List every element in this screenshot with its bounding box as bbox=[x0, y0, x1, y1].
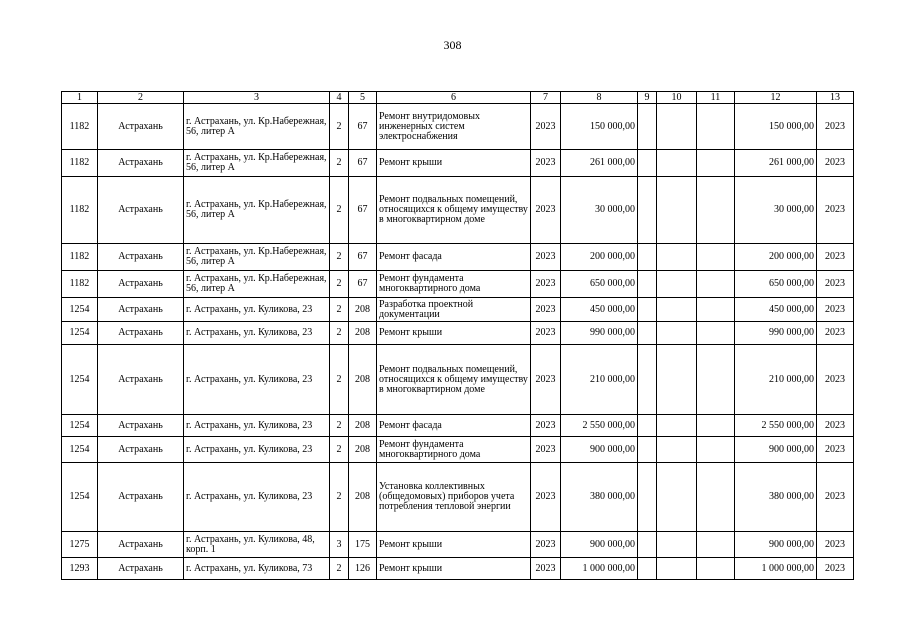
address-cell: г. Астрахань, ул. Куликова, 23 bbox=[184, 322, 330, 345]
col4-cell: 2 bbox=[330, 177, 349, 244]
cost-cell: 650 000,00 bbox=[561, 271, 638, 298]
total-cell: 900 000,00 bbox=[735, 532, 817, 558]
col4-cell: 2 bbox=[330, 463, 349, 532]
table-row bbox=[62, 532, 854, 558]
total-cell: 990 000,00 bbox=[735, 322, 817, 345]
col5-cell: 67 bbox=[349, 177, 377, 244]
work-type-cell: Ремонт крыши bbox=[377, 322, 531, 345]
cost-cell: 210 000,00 bbox=[561, 345, 638, 415]
year-cell: 2023 bbox=[531, 345, 561, 415]
column-header: 13 bbox=[817, 92, 854, 104]
city-cell: Астрахань bbox=[98, 271, 184, 298]
end-year-cell: 2023 bbox=[817, 244, 854, 271]
col4-cell: 2 bbox=[330, 271, 349, 298]
table-row bbox=[62, 244, 854, 271]
address-cell: г. Астрахань, ул. Куликова, 73 bbox=[184, 558, 330, 580]
address-cell: г. Астрахань, ул. Кр.Набережная, 56, литер А bbox=[184, 177, 330, 244]
address-cell: г. Астрахань, ул. Кр.Набережная, 56, литер А bbox=[184, 150, 330, 177]
col10-cell bbox=[657, 558, 697, 580]
col11-cell bbox=[697, 322, 735, 345]
address-cell: г. Астрахань, ул. Куликова, 23 bbox=[184, 345, 330, 415]
cost-cell: 990 000,00 bbox=[561, 322, 638, 345]
row-id-cell: 1182 bbox=[62, 177, 98, 244]
table-row bbox=[62, 415, 854, 437]
col5-cell: 126 bbox=[349, 558, 377, 580]
city-cell: Астрахань bbox=[98, 177, 184, 244]
city-cell: Астрахань bbox=[98, 104, 184, 150]
year-cell: 2023 bbox=[531, 322, 561, 345]
work-type-cell: Ремонт фасада bbox=[377, 415, 531, 437]
table-header-row bbox=[62, 92, 854, 104]
row-id-cell: 1254 bbox=[62, 298, 98, 322]
col5-cell: 67 bbox=[349, 104, 377, 150]
col10-cell bbox=[657, 271, 697, 298]
year-cell: 2023 bbox=[531, 558, 561, 580]
cost-cell: 1 000 000,00 bbox=[561, 558, 638, 580]
table-row bbox=[62, 558, 854, 580]
column-header: 4 bbox=[330, 92, 349, 104]
total-cell: 150 000,00 bbox=[735, 104, 817, 150]
work-type-cell: Ремонт внутридомовых инженерных систем электроснабжения bbox=[377, 104, 531, 150]
table-row bbox=[62, 345, 854, 415]
city-cell: Астрахань bbox=[98, 558, 184, 580]
col4-cell: 3 bbox=[330, 532, 349, 558]
work-type-cell: Ремонт подвальных помещений, относящихся к общему имуществу в многоквартирном доме bbox=[377, 345, 531, 415]
column-header: 6 bbox=[377, 92, 531, 104]
year-cell: 2023 bbox=[531, 463, 561, 532]
col10-cell bbox=[657, 322, 697, 345]
end-year-cell: 2023 bbox=[817, 415, 854, 437]
cost-cell: 30 000,00 bbox=[561, 177, 638, 244]
column-header: 11 bbox=[697, 92, 735, 104]
registry-table bbox=[61, 91, 854, 580]
col11-cell bbox=[697, 345, 735, 415]
end-year-cell: 2023 bbox=[817, 298, 854, 322]
cost-cell: 261 000,00 bbox=[561, 150, 638, 177]
col10-cell bbox=[657, 345, 697, 415]
col10-cell bbox=[657, 104, 697, 150]
total-cell: 380 000,00 bbox=[735, 463, 817, 532]
column-header: 7 bbox=[531, 92, 561, 104]
page-number: 308 bbox=[443, 38, 462, 52]
col11-cell bbox=[697, 532, 735, 558]
col10-cell bbox=[657, 244, 697, 271]
col9-cell bbox=[638, 298, 657, 322]
end-year-cell: 2023 bbox=[817, 177, 854, 244]
column-header: 10 bbox=[657, 92, 697, 104]
col10-cell bbox=[657, 415, 697, 437]
year-cell: 2023 bbox=[531, 177, 561, 244]
col9-cell bbox=[638, 463, 657, 532]
end-year-cell: 2023 bbox=[817, 322, 854, 345]
address-cell: г. Астрахань, ул. Куликова, 48, корп. 1 bbox=[184, 532, 330, 558]
row-id-cell: 1182 bbox=[62, 271, 98, 298]
col4-cell: 2 bbox=[330, 298, 349, 322]
city-cell: Астрахань bbox=[98, 437, 184, 463]
work-type-cell: Ремонт крыши bbox=[377, 150, 531, 177]
col5-cell: 208 bbox=[349, 437, 377, 463]
row-id-cell: 1182 bbox=[62, 150, 98, 177]
total-cell: 261 000,00 bbox=[735, 150, 817, 177]
address-cell: г. Астрахань, ул. Кр.Набережная, 56, литер А bbox=[184, 271, 330, 298]
col11-cell bbox=[697, 437, 735, 463]
end-year-cell: 2023 bbox=[817, 150, 854, 177]
year-cell: 2023 bbox=[531, 244, 561, 271]
col4-cell: 2 bbox=[330, 558, 349, 580]
row-id-cell: 1275 bbox=[62, 532, 98, 558]
col11-cell bbox=[697, 104, 735, 150]
row-id-cell: 1254 bbox=[62, 322, 98, 345]
address-cell: г. Астрахань, ул. Куликова, 23 bbox=[184, 437, 330, 463]
col9-cell bbox=[638, 345, 657, 415]
col9-cell bbox=[638, 437, 657, 463]
column-header: 1 bbox=[62, 92, 98, 104]
address-cell: г. Астрахань, ул. Кр.Набережная, 56, литер А bbox=[184, 244, 330, 271]
address-cell: г. Астрахань, ул. Кр.Набережная, 56, литер А bbox=[184, 104, 330, 150]
city-cell: Астрахань bbox=[98, 532, 184, 558]
year-cell: 2023 bbox=[531, 298, 561, 322]
table-row bbox=[62, 177, 854, 244]
cost-cell: 150 000,00 bbox=[561, 104, 638, 150]
city-cell: Астрахань bbox=[98, 322, 184, 345]
work-type-cell: Ремонт фундамента многоквартирного дома bbox=[377, 271, 531, 298]
col11-cell bbox=[697, 463, 735, 532]
city-cell: Астрахань bbox=[98, 415, 184, 437]
year-cell: 2023 bbox=[531, 532, 561, 558]
col11-cell bbox=[697, 271, 735, 298]
cost-cell: 900 000,00 bbox=[561, 532, 638, 558]
row-id-cell: 1293 bbox=[62, 558, 98, 580]
cost-cell: 450 000,00 bbox=[561, 298, 638, 322]
cost-cell: 900 000,00 bbox=[561, 437, 638, 463]
table-row bbox=[62, 150, 854, 177]
work-type-cell: Ремонт фасада bbox=[377, 244, 531, 271]
total-cell: 1 000 000,00 bbox=[735, 558, 817, 580]
col5-cell: 67 bbox=[349, 150, 377, 177]
year-cell: 2023 bbox=[531, 150, 561, 177]
year-cell: 2023 bbox=[531, 437, 561, 463]
col9-cell bbox=[638, 415, 657, 437]
work-type-cell: Установка коллективных (общедомовых) приборов учета потребления тепловой энергии bbox=[377, 463, 531, 532]
col11-cell bbox=[697, 415, 735, 437]
total-cell: 200 000,00 bbox=[735, 244, 817, 271]
end-year-cell: 2023 bbox=[817, 437, 854, 463]
column-header: 8 bbox=[561, 92, 638, 104]
address-cell: г. Астрахань, ул. Куликова, 23 bbox=[184, 415, 330, 437]
col10-cell bbox=[657, 298, 697, 322]
col4-cell: 2 bbox=[330, 244, 349, 271]
col9-cell bbox=[638, 558, 657, 580]
row-id-cell: 1254 bbox=[62, 415, 98, 437]
column-header: 5 bbox=[349, 92, 377, 104]
total-cell: 450 000,00 bbox=[735, 298, 817, 322]
col5-cell: 208 bbox=[349, 322, 377, 345]
col4-cell: 2 bbox=[330, 345, 349, 415]
col9-cell bbox=[638, 271, 657, 298]
col5-cell: 175 bbox=[349, 532, 377, 558]
total-cell: 30 000,00 bbox=[735, 177, 817, 244]
col4-cell: 2 bbox=[330, 150, 349, 177]
total-cell: 210 000,00 bbox=[735, 345, 817, 415]
address-cell: г. Астрахань, ул. Куликова, 23 bbox=[184, 298, 330, 322]
table-row bbox=[62, 271, 854, 298]
col5-cell: 67 bbox=[349, 271, 377, 298]
column-header: 12 bbox=[735, 92, 817, 104]
col5-cell: 67 bbox=[349, 244, 377, 271]
work-type-cell: Разработка проектной документации bbox=[377, 298, 531, 322]
col9-cell bbox=[638, 244, 657, 271]
city-cell: Астрахань bbox=[98, 345, 184, 415]
col11-cell bbox=[697, 150, 735, 177]
col11-cell bbox=[697, 558, 735, 580]
col5-cell: 208 bbox=[349, 345, 377, 415]
work-type-cell: Ремонт фундамента многоквартирного дома bbox=[377, 437, 531, 463]
city-cell: Астрахань bbox=[98, 244, 184, 271]
col10-cell bbox=[657, 463, 697, 532]
col10-cell bbox=[657, 177, 697, 244]
col10-cell bbox=[657, 437, 697, 463]
end-year-cell: 2023 bbox=[817, 104, 854, 150]
city-cell: Астрахань bbox=[98, 298, 184, 322]
work-type-cell: Ремонт подвальных помещений, относящихся к общему имуществу в многоквартирном доме bbox=[377, 177, 531, 244]
row-id-cell: 1254 bbox=[62, 437, 98, 463]
col9-cell bbox=[638, 150, 657, 177]
col5-cell: 208 bbox=[349, 298, 377, 322]
col4-cell: 2 bbox=[330, 415, 349, 437]
col4-cell: 2 bbox=[330, 322, 349, 345]
cost-cell: 200 000,00 bbox=[561, 244, 638, 271]
city-cell: Астрахань bbox=[98, 463, 184, 532]
year-cell: 2023 bbox=[531, 271, 561, 298]
city-cell: Астрахань bbox=[98, 150, 184, 177]
column-header: 2 bbox=[98, 92, 184, 104]
col4-cell: 2 bbox=[330, 437, 349, 463]
col11-cell bbox=[697, 244, 735, 271]
table-row bbox=[62, 463, 854, 532]
col4-cell: 2 bbox=[330, 104, 349, 150]
total-cell: 900 000,00 bbox=[735, 437, 817, 463]
col10-cell bbox=[657, 150, 697, 177]
address-cell: г. Астрахань, ул. Куликова, 23 bbox=[184, 463, 330, 532]
work-type-cell: Ремонт крыши bbox=[377, 558, 531, 580]
total-cell: 650 000,00 bbox=[735, 271, 817, 298]
col11-cell bbox=[697, 177, 735, 244]
column-header: 9 bbox=[638, 92, 657, 104]
col9-cell bbox=[638, 532, 657, 558]
cost-cell: 380 000,00 bbox=[561, 463, 638, 532]
end-year-cell: 2023 bbox=[817, 271, 854, 298]
table-row bbox=[62, 437, 854, 463]
col5-cell: 208 bbox=[349, 463, 377, 532]
end-year-cell: 2023 bbox=[817, 463, 854, 532]
year-cell: 2023 bbox=[531, 104, 561, 150]
year-cell: 2023 bbox=[531, 415, 561, 437]
col5-cell: 208 bbox=[349, 415, 377, 437]
row-id-cell: 1182 bbox=[62, 244, 98, 271]
row-id-cell: 1182 bbox=[62, 104, 98, 150]
table-row bbox=[62, 298, 854, 322]
end-year-cell: 2023 bbox=[817, 345, 854, 415]
table-row bbox=[62, 322, 854, 345]
col9-cell bbox=[638, 322, 657, 345]
row-id-cell: 1254 bbox=[62, 463, 98, 532]
col9-cell bbox=[638, 104, 657, 150]
col11-cell bbox=[697, 298, 735, 322]
col9-cell bbox=[638, 177, 657, 244]
total-cell: 2 550 000,00 bbox=[735, 415, 817, 437]
col10-cell bbox=[657, 532, 697, 558]
cost-cell: 2 550 000,00 bbox=[561, 415, 638, 437]
table-row bbox=[62, 104, 854, 150]
row-id-cell: 1254 bbox=[62, 345, 98, 415]
end-year-cell: 2023 bbox=[817, 558, 854, 580]
work-type-cell: Ремонт крыши bbox=[377, 532, 531, 558]
column-header: 3 bbox=[184, 92, 330, 104]
end-year-cell: 2023 bbox=[817, 532, 854, 558]
